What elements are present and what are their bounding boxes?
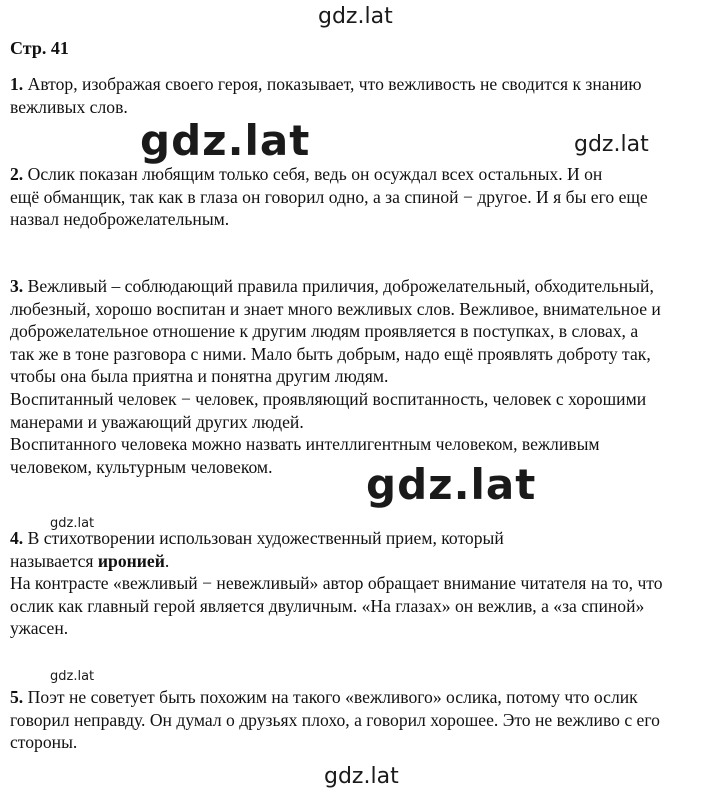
answer-3-line-8: Воспитанного человека можно назвать интеллигентным человеком, вежливым: [10, 434, 600, 455]
answer-3-line-2: любезный, хорошо воспитан и знает много вежливых слов. Вежливое, внимательное и: [10, 298, 661, 319]
answer-5-line-3: стороны.: [10, 732, 78, 753]
answer-5-line-2: говорил неправду. Он думал о друзьях плохо, а говорил хорошее. Это не вежливо с его: [10, 709, 660, 730]
watermark-small-q5: gdz.lat: [50, 669, 95, 684]
answer-text: .: [164, 550, 170, 571]
answer-text: Ослик показан любящим только себя, ведь он осуждал всех остальных. И он: [27, 164, 603, 184]
answer-3: [10, 275, 700, 478]
answer-4: [10, 527, 700, 640]
answer-1-line-2: вежливых слов.: [10, 96, 128, 117]
watermark-large-center: gdz.lat: [366, 460, 537, 509]
answer-3-line-9: человеком, культурным человеком.: [10, 456, 273, 477]
answer-1-line-1: [10, 73, 700, 96]
answer-3-line-4: так же в тоне разговора с ними. Мало быть добрым, надо ещё проявлять доброту так,: [10, 343, 651, 364]
answer-4-line-2: [10, 550, 700, 573]
answer-text: Вежливый – соблюдающий правила приличия, доброжелательный, обходительный,: [27, 276, 654, 296]
answer-4-line-3: На контрасте «вежливый − невежливый» автор обращает внимание читателя на то, что: [10, 573, 663, 594]
answer-4-number: 4.: [10, 528, 24, 548]
answer-4-line-1: [10, 527, 700, 550]
answer-5: [10, 686, 700, 754]
answer-text: В стихотворении использован художественный прием, который: [27, 528, 504, 548]
answer-3-line-7: манерами и уважающий других людей.: [10, 411, 304, 432]
watermark-small-q4: gdz.lat: [50, 516, 95, 531]
answer-2-line-3: назвал недоброжелательным.: [10, 209, 230, 230]
answer-2: [10, 163, 700, 231]
answer-text: называется: [10, 550, 98, 571]
watermark-large-left: gdz.lat: [140, 116, 311, 165]
answer-3-line-1: [10, 275, 700, 298]
answer-3-line-5: чтобы она была приятна и понятна другим людям.: [10, 366, 389, 387]
answer-3-line-6: Воспитанный человек − человек, проявляющий воспитанность, человек с хорошими: [10, 388, 647, 409]
answer-2-number: 2.: [10, 164, 24, 184]
answer-3-number: 3.: [10, 276, 24, 296]
watermark-top: gdz.lat: [318, 4, 393, 29]
highlighted-term: иронией: [97, 550, 165, 571]
page-title: Стр. 41: [10, 38, 69, 58]
answer-4-line-5: ужасен.: [10, 618, 69, 639]
answer-1: [10, 73, 700, 118]
answer-4-line-4: ослик как главный герой является двуличным. «На глазах» он вежлив, а «за спиной»: [10, 595, 645, 616]
answer-text: Поэт не советует быть похожим на такого «вежливого» ослика, потому что ослик: [27, 687, 638, 707]
answer-5-line-1: [10, 686, 700, 709]
answer-text: Автор, изображая своего героя, показывает, что вежливость не сводится к знанию: [27, 74, 642, 94]
answer-2-line-2: ещё обманщик, так как в глаза он говорил одно, а за спиной − другое. И я бы его еще: [10, 186, 648, 207]
answer-3-line-3: доброжелательное отношение к другим людям проявляется в поступках, в словах, а: [10, 321, 639, 342]
watermark-bottom: gdz.lat: [324, 764, 399, 789]
watermark-right: gdz.lat: [574, 132, 649, 157]
answer-1-number: 1.: [10, 74, 24, 94]
answer-5-number: 5.: [10, 687, 24, 707]
answer-2-line-1: [10, 163, 700, 186]
